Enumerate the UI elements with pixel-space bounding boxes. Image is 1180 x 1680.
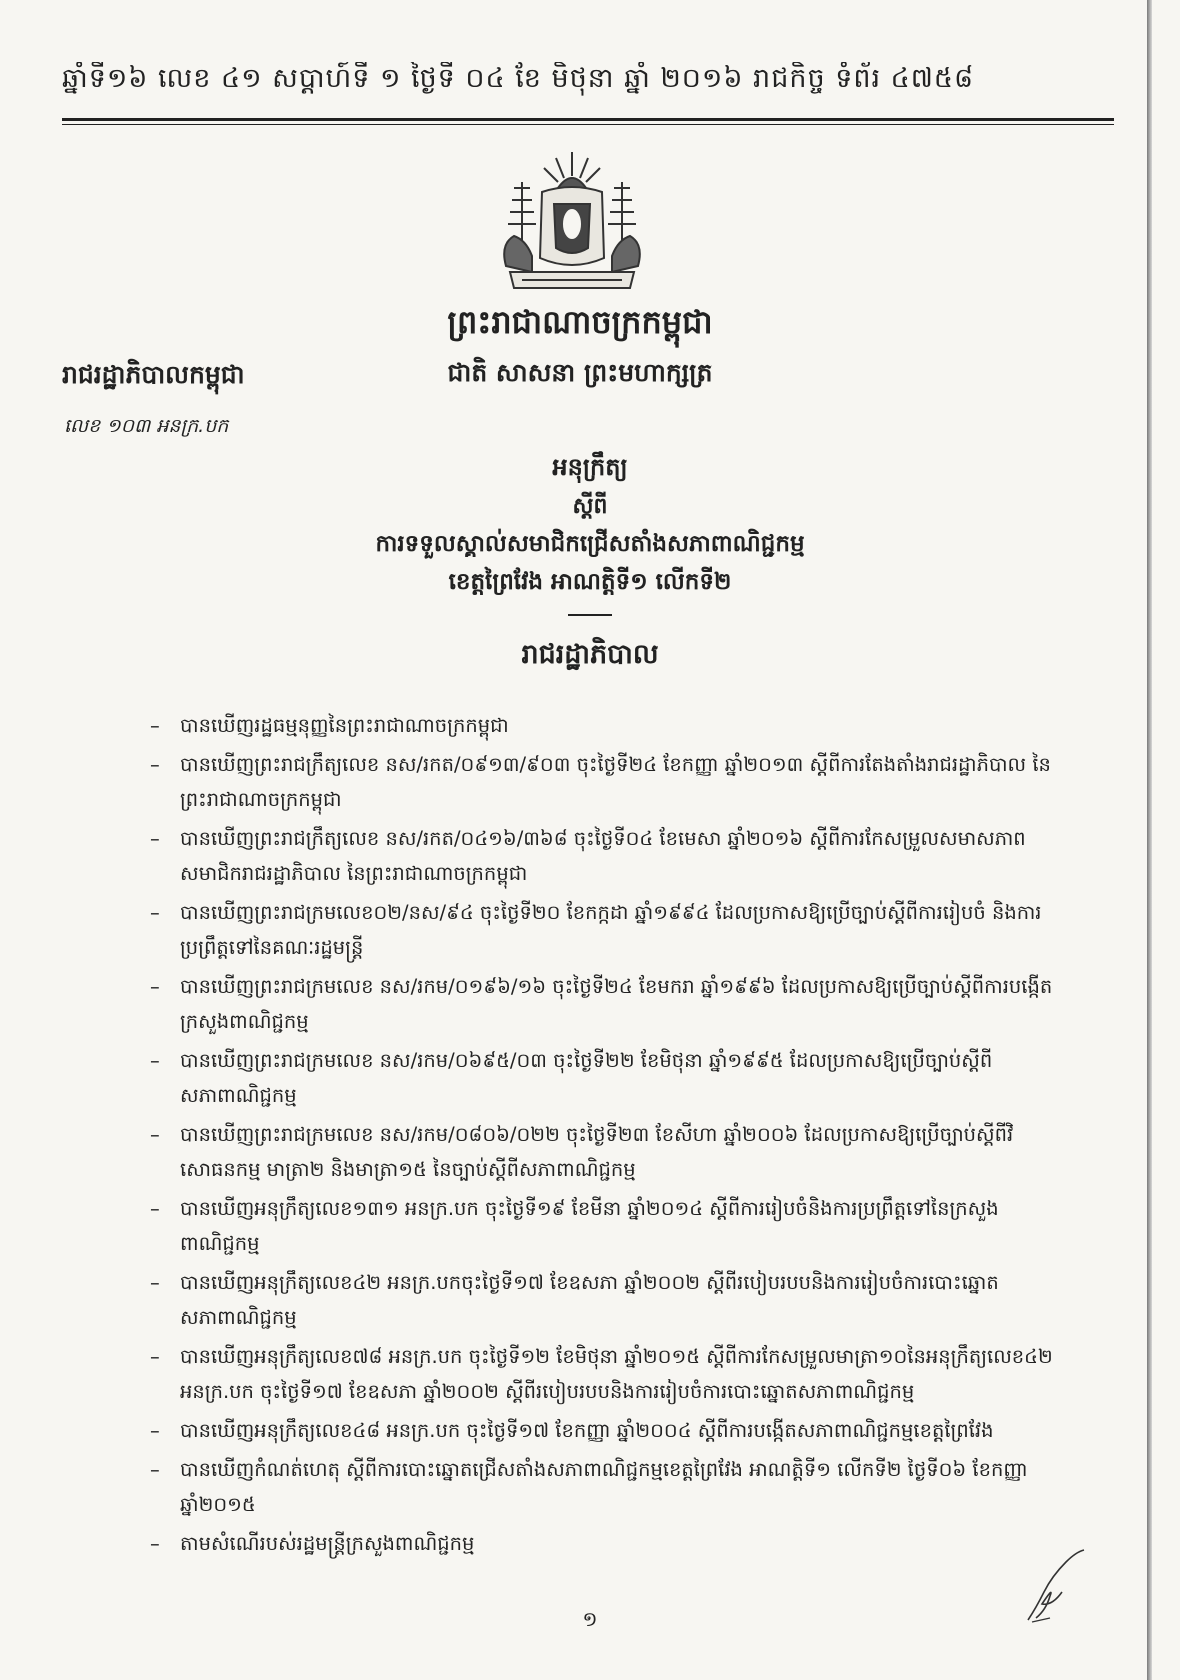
- subject-line-2: ខេត្តព្រៃវែង អាណត្តិទី១ លើកទី២: [448, 569, 732, 595]
- gazette-header: ឆ្នាំទី១៦ លេខ ៤១ សប្ដាហ៍ទី ១ ថ្ងៃទី ០៤ ខែ មិថុនា ឆ្នាំ ២០១៦ រាជកិច្ច ទំព័រ ៤៧៥៨: [62, 63, 975, 94]
- recital-item: – បានឃើញព្រះរាជក្រមលេខ នស/រកម/០៨០៦/០២២ ចុះថ្ងៃទី២៣ ខែសីហា ឆ្នាំ២០០៦ ដែលប្រកាសឱ្យប្រើច្បាប់ស្ដីពីវិសោធនកម្ម មាត្រា២ និងមាត្រា១៥ នៃច្បាប់ស្ដីពីសភាពាណិជ្ជកម្ម: [150, 1123, 1014, 1181]
- recital-item: – បានឃើញព្រះរាជក្រមលេខ នស/រកម/០១៩៦/១៦ ចុះថ្ងៃទី២៤ ខែមករា ឆ្នាំ១៩៩៦ ដែលប្រកាសឱ្យប្រើច្បាប់ស្ដីពីការបង្កើតក្រសួងពាណិជ្ជកម្ម: [150, 975, 1053, 1033]
- recitals-list: [150, 708, 1055, 1565]
- recital-item: – បានឃើញអនុក្រឹត្យលេខ៤៨ អនក្រ.បក ចុះថ្ងៃទី១៧ ខែកញ្ញា ឆ្នាំ២០០៤ ស្ដីពីការបង្កើតសភាពាណិជ្ជកម្មខេត្តព្រៃវែង: [150, 1419, 994, 1442]
- recital-item: – បានឃើញព្រះរាជក្រមលេខ០២/នស/៩៤ ចុះថ្ងៃទី២០ ខែកក្កដា ឆ្នាំ១៩៩៤ ដែលប្រកាសឱ្យប្រើច្បាប់ស្ដីពីការរៀបចំ និងការប្រព្រឹត្តទៅនៃគណៈរដ្ឋមន្ត្រី: [150, 901, 1042, 959]
- recital-item: – បានឃើញរដ្ឋធម្មនុញ្ញនៃព្រះរាជាណាចក្រកម្ពុជា: [150, 714, 509, 737]
- recital-item: – បានឃើញអនុក្រឹត្យលេខ១៣១ អនក្រ.បក ចុះថ្ងៃទី១៩ ខែមីនា ឆ្នាំ២០១៤ ស្ដីពីការរៀបចំនិងការប្រព្រឹត្តទៅនៃក្រសួងពាណិជ្ជកម្ម: [150, 1197, 999, 1255]
- header-rule: [62, 118, 1114, 125]
- recital-item: – បានឃើញព្រះរាជក្រមលេខ នស/រកម/០៦៩៥/០៣ ចុះថ្ងៃទី២២ ខែមិថុនា ឆ្នាំ១៩៩៥ ដែលប្រកាសឱ្យប្រើច្បាប់ស្ដីពីសភាពាណិជ្ជកម្ម: [150, 1049, 993, 1107]
- section-title: រាជរដ្ឋាភិបាល: [521, 639, 659, 670]
- recital-item: – បានឃើញអនុក្រឹត្យលេខ៤២ អនក្រ.បកចុះថ្ងៃទី១៧ ខែឧសភា ឆ្នាំ២០០២ ស្ដីពីរបៀបរបបនិងការរៀបចំការបោះឆ្នោតសភាពាណិជ្ជកម្ម: [150, 1271, 999, 1329]
- recital-item: – បានឃើញព្រះរាជក្រឹត្យលេខ នស/រកត/០៩១៣/៩០៣ ចុះថ្ងៃទី២៤ ខែកញ្ញា ឆ្នាំ២០១៣ ស្ដីពីការតែងតាំងរាជរដ្ឋាភិបាល នៃព្រះរាជាណាចក្រកម្ពុជា: [150, 753, 1051, 811]
- recital-item: – បានឃើញកំណត់ហេតុ ស្ដីពីការបោះឆ្នោតជ្រើសតាំងសភាពាណិជ្ជកម្មខេត្តព្រៃវែង អាណត្តិទី១ លើកទី២ ថ្ងៃទី០៦ ខែកញ្ញា ឆ្នាំ២០១៥: [150, 1458, 1028, 1516]
- national-motto: ជាតិ សាសនា ព្រះមហាក្សត្រ: [447, 358, 713, 387]
- subject-label: ស្ដីពី: [572, 494, 608, 519]
- royal-coat-of-arms-icon: [492, 148, 652, 296]
- page-number: ១: [582, 1607, 598, 1631]
- recital-item: – បានឃើញព្រះរាជក្រឹត្យលេខ នស/រកត/០៤១៦/៣៦៨ ចុះថ្ងៃទី០៤ ខែមេសា ឆ្នាំ២០១៦ ស្ដីពីការកែសម្រួលសមាសភាពសមាជិករាជរដ្ឋាភិបាល នៃព្រះរាជាណាចក្រកម្ពុជា: [150, 827, 1026, 885]
- initial-signature-icon: [1022, 1548, 1092, 1628]
- kingdom-title: ព្រះរាជាណាចក្រកម្ពុជា: [447, 303, 713, 341]
- scan-edge-line: [1147, 0, 1152, 1680]
- issuing-government: រាជរដ្ឋាភិបាលកម្ពុជា: [62, 360, 245, 389]
- title-divider: [568, 614, 612, 616]
- recital-item: – តាមសំណើរបស់រដ្ឋមន្ត្រីក្រសួងពាណិជ្ជកម្ម: [150, 1532, 475, 1555]
- recital-item: – បានឃើញអនុក្រឹត្យលេខ៧៨ អនក្រ.បក ចុះថ្ងៃទី១២ ខែមិថុនា ឆ្នាំ២០១៥ ស្ដីពីការកែសម្រួលមាត្រា១០នៃអនុក្រឹត្យលេខ៤២ អនក្រ.បក ចុះថ្ងៃទី១៧ ខែឧសភា ឆ្នាំ២០០២ ស្ដីពីរបៀបរបបនិងការរៀបចំការបោះឆ្នោតសភាពាណិជ្ជកម្ម: [150, 1345, 1053, 1403]
- document-type: អនុក្រឹត្យ: [552, 453, 628, 481]
- subject-line-1: ការទទួលស្គាល់សមាជិកជ្រើសតាំងសភាពាណិជ្ជកម្ម: [375, 531, 805, 557]
- reference-number: លេខ ១០៣ អនក្រ.បក: [64, 415, 229, 437]
